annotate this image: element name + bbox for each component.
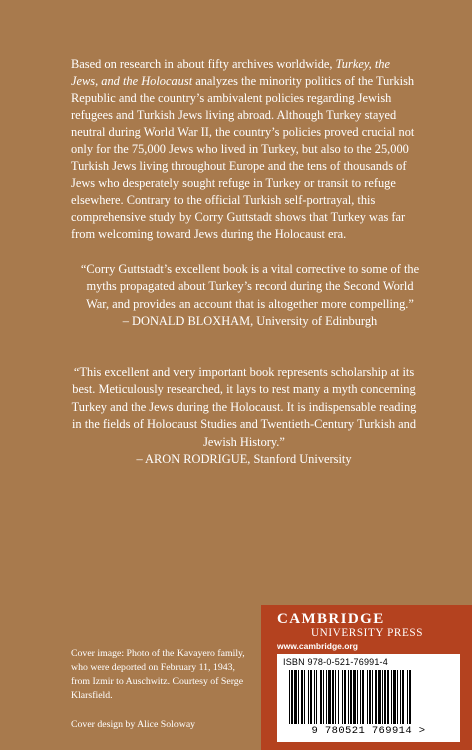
barcode-digits: 9 780521 769914 > [311,725,426,737]
quote-attribution: – ARON RODRIGUE, Stanford University [136,452,352,467]
publisher-press: UNIVERSITY PRESS [310,627,424,639]
barcode-box [277,654,460,742]
quote-text: “Corry Guttstadt’s excellent book is a vital corrective to some of the myths propagated about Turkey’s record during the Second World War, and provides an account that is altogether more compelling.” [80,262,420,311]
book-title: Turkey, the Jews, and the Holocaust [71,57,390,88]
endorsement-quote [76,261,424,331]
publisher-panel [261,605,472,750]
back-cover-blurb [71,56,416,243]
blurb-body: analyzes the minority politics of the Turkish Republic and the country’s ambivalent policies regarding Jewish refugees and Turkish Jews living abroad. Although Turkey stayed neutral during World War II, the country’s policies proved crucial not only for the 75,000 Jews who lived in Turkey, but also to the 25,000 Turkish Jews living throughout Europe and the tens of thousands of Jews who desperately sought refuge in Turkey or transit to refuge elsewhere. Contrary to the official Turkish self-portrayal, this comprehensive study by Corry Guttstadt shows that Turkey was far from welcoming toward Jews during the Holocaust era. [71,74,415,241]
blurb-intro: Based on research in about fifty archives worldwide, [71,57,336,71]
cover-image-credit: Cover image: Photo of the Kavayero family, who were deported on February 11, 1943, from Izmir to Auschwitz. Courtesy of Serge Klarsfield. [71,648,245,701]
barcode-icon [283,670,454,726]
cover-design-credit: Cover design by Alice Soloway [71,719,196,730]
publisher-url: www.cambridge.org [277,641,358,651]
quote-text: “This excellent and very important book represents scholarship at its best. Meticulously researched, it lays to rest many a myth concerning Turkey and the Jews during the Holocaust. It is indispensable reading in the fields of Holocaust Studies and Twentieth-Century Turkish and Jewish History.” [71,365,417,449]
quote-attribution: – DONALD BLOXHAM, University of Edinburgh [122,314,378,329]
isbn-label: ISBN 978-0-521-76991-4 [283,657,388,667]
endorsement-quote [68,364,420,468]
publisher-name: CAMBRIDGE [277,611,385,627]
